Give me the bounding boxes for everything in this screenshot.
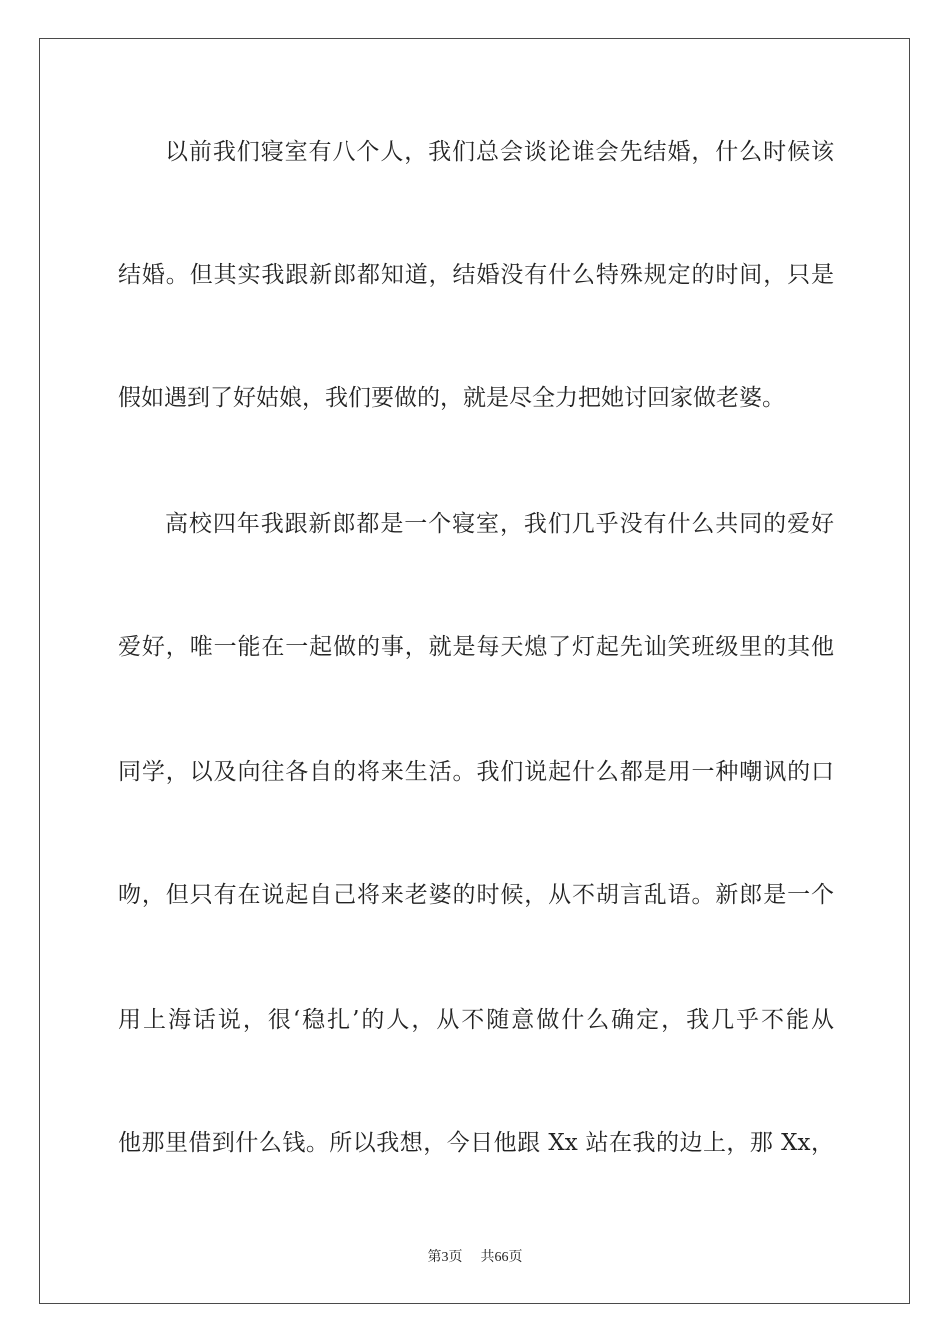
paragraph-1-line-1: 以前我们寝室有八个人，我们总会谈论谁会先结婚，什么时候该 [165,139,834,165]
paragraph-1-line-2: 结婚。但其实我跟新郎都知道，结婚没有什么特殊规定的时间，只是 [118,262,834,288]
paragraph-2-line-2: 爱好，唯一能在一起做的事，就是每天熄了灯起先讪笑班级里的其他 [118,634,834,660]
page-total: 共66页 [480,1250,523,1265]
paragraph-2-line-3: 同学，以及向往各自的将来生活。我们说起什么都是用一种嘲讽的口 [118,759,834,785]
page-border [39,38,910,1304]
paragraph-2-line-1: 高校四年我跟新郎都是一个寝室，我们几乎没有什么共同的爱好 [165,511,834,537]
page-number: 第3页 [427,1250,463,1265]
page-footer [0,1246,950,1266]
paragraph-2-line-4: 吻，但只有在说起自己将来老婆的时候，从不胡言乱语。新郎是一个 [118,882,834,908]
paragraph-1-line-3: 假如遇到了好姑娘，我们要做的，就是尽全力把她讨回家做老婆。 [118,385,785,411]
paragraph-2-line-6: 他那里借到什么钱。所以我想，今日他跟 Xx 站在我的边上，那 Xx， [118,1130,834,1156]
paragraph-2-line-5: 用上海话说，很‘稳扎’的人，从不随意做什么确定，我几乎不能从 [118,1007,834,1033]
